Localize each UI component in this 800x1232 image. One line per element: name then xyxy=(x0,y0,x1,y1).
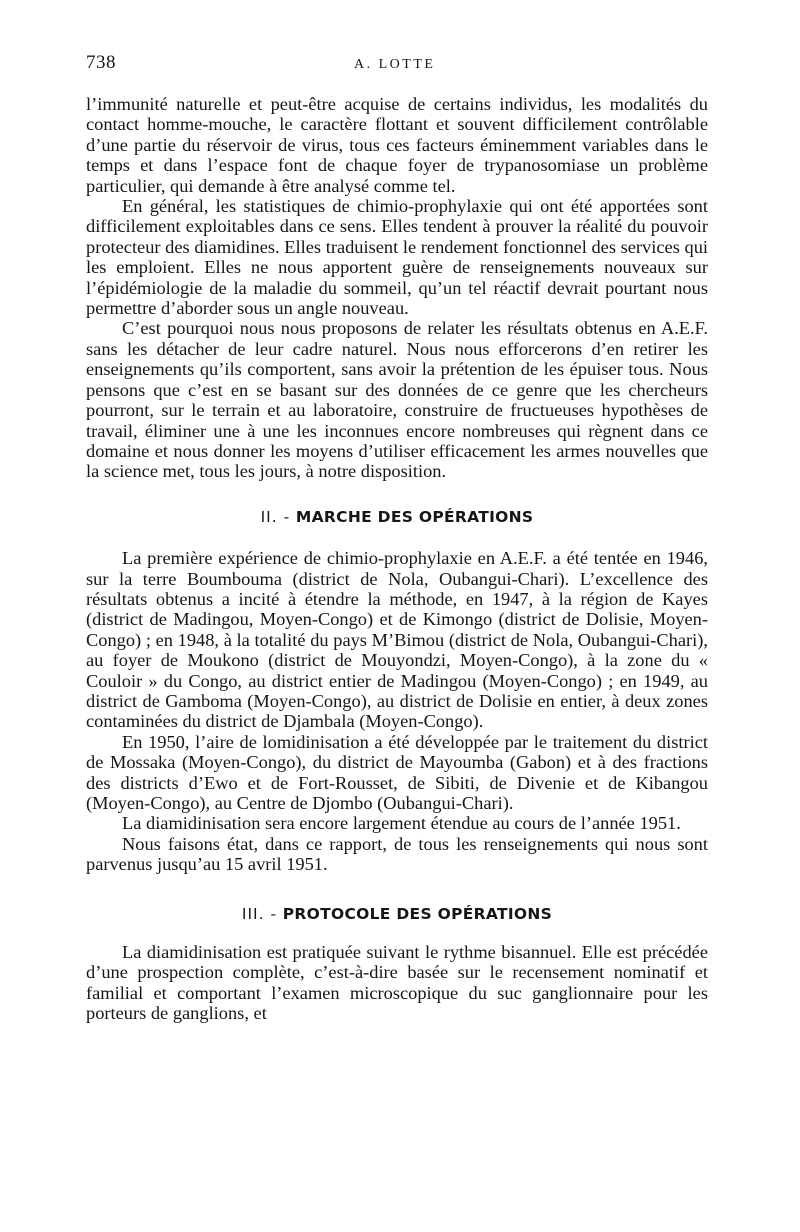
paragraph-intro-1: l’immunité naturelle et peut-être acquise de certains individus, les modalités du contact homme-mouche, le caractère flottant et souvent difficilement contrôlable d’une partie du réservoir de virus, tous ces facteurs éminemment variables dans le temps et dans l’espace font de chaque foyer de trypanosomiase un problème particulier, qui demande à être analysé comme tel. xyxy=(86,94,708,196)
page-number: 738 xyxy=(86,52,116,73)
section-heading-2 xyxy=(86,507,708,527)
running-head: A. LOTTE xyxy=(354,57,436,72)
paragraph-intro-2: En général, les statistiques de chimio-prophylaxie qui ont été apportées sont difficilement exploitables dans ce sens. Elles tendent à prouver la réalité du pouvoir protecteur des diamidines. Elles traduisent le rendement fonctionnel des services qui les emploient. Elles ne nous apportent guère de renseignements nouveaux sur l’épidémiologie de la maladie du sommeil, qu’un tel réactif devrait pourtant nous permettre d’aborder sous un angle nouveau. xyxy=(86,196,708,319)
body-text xyxy=(86,94,708,1024)
section-heading-3 xyxy=(86,904,708,924)
paragraph-s2-1: La première expérience de chimio-prophylaxie en A.E.F. a été tentée en 1946, sur la terre Boumbouma (district de Nola, Oubangui-Chari). L’excellence des résultats obtenus a incité à étendre la méthode, en 1947, à la région de Kayes (district de Madingou, Moyen-Congo) et de Kimongo (district de Dolisie, Moyen-Congo) ; en 1948, à la totalité du pays M’Bimou (district de Nola, Oubangui-Chari), au foyer de Moukono (district de Mouyondzi, Moyen-Congo), à la zone du « Couloir » du Congo, au district entier de Madingou (Moyen-Congo) ; en 1949, au district de Gamboma (Moyen-Congo), au district de Dolisie en entier, à deux zones contaminées du district de Djambala (Moyen-Congo). xyxy=(86,548,708,732)
paragraph-intro-3: C’est pourquoi nous nous proposons de relater les résultats obtenus en A.E.F. sans les détacher de leur cadre naturel. Nous nous efforcerons d’en retirer les enseignements qu’ils comportent, sans avoir la prétention de les épuiser tous. Nous pensons que c’est en se basant sur des données de ce genre que les chercheurs pourront, sur le terrain et au laboratoire, construire de fructueuses hypothèses de travail, éliminer une à une les inconnues encore nombreuses qui règnent dans ce domaine et nous donner les moyens d’utiliser efficacement les armes nouvelles que la science met, tous les jours, à notre disposition. xyxy=(86,318,708,482)
section-number-2: II. - xyxy=(260,507,291,526)
paragraph-s3-1: La diamidinisation est pratiquée suivant le rythme bisannuel. Elle est précédée d’une prospection complète, c’est-à-dire basée sur le recensement nominatif et familial et comportant l’examen microscopique du suc ganglionnaire pour les porteurs de ganglions, et xyxy=(86,942,708,1024)
paragraph-s2-2: En 1950, l’aire de lomidinisation a été développée par le traitement du district de Mossaka (Moyen-Congo), du district de Mayoumba (Gabon) et à des fractions des districts d’Ewo et de Fort-Rousset, de Sibiti, de Divenie et de Kibangou (Moyen-Congo), au Centre de Djombo (Oubangui-Chari). xyxy=(86,731,708,813)
paragraph-s2-4: Nous faisons état, dans ce rapport, de tous les renseignements qui nous sont parvenus jusqu’au 15 avril 1951. xyxy=(86,833,708,875)
paragraph-s2-3: La diamidinisation sera encore largement étendue au cours de l’année 1951. xyxy=(122,813,681,834)
section-title-2: MARCHE DES OPÉRATIONS xyxy=(295,507,534,526)
page-header xyxy=(86,52,708,82)
section-title-3: PROTOCOLE DES OPÉRATIONS xyxy=(282,904,553,923)
section-number-3: III. - xyxy=(241,904,278,923)
